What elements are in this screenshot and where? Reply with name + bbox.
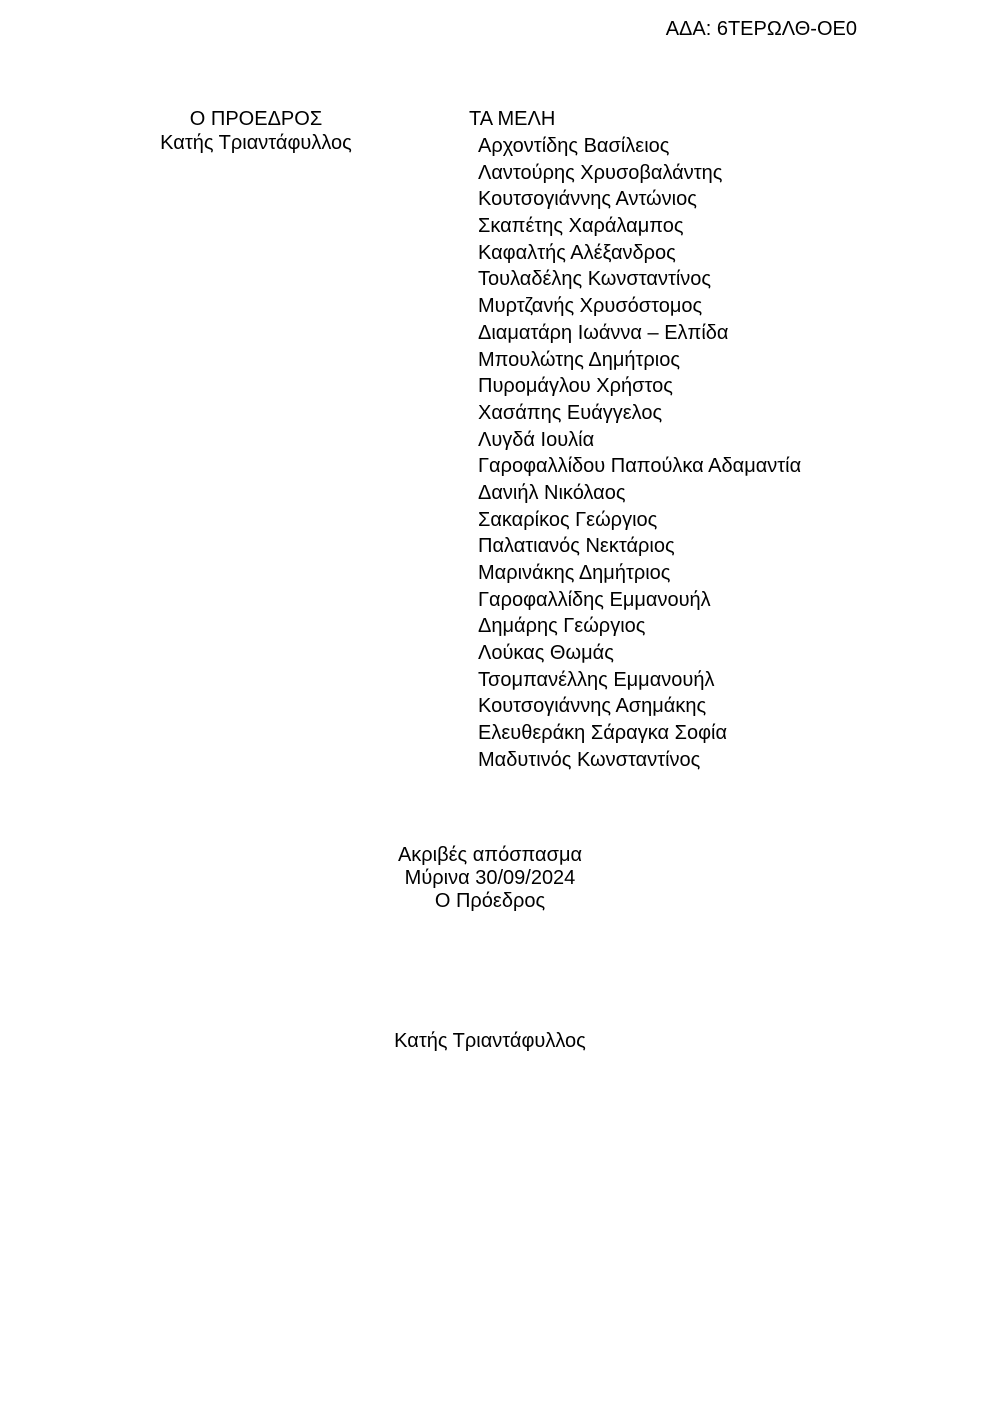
member-item: Κουτσογιάννης Αντώνιος (478, 188, 697, 211)
member-item: Σακαρίκος Γεώργιος (478, 508, 658, 531)
member-item: Ελευθεράκη Σάραγκα Σοφία (478, 722, 728, 745)
president-title: Ο ΠΡΟΕΔΡΟΣ (189, 108, 323, 130)
president-name: Κατής Τριαντάφυλλος (160, 132, 352, 154)
member-item: Γαροφαλλίδου Παπούλκα Αδαμαντία (478, 455, 802, 478)
member-item: Μαρινάκης Δημήτριος (478, 562, 671, 584)
member-item: Λούκας Θωμάς (478, 642, 614, 665)
signatory-title: Ο Πρόεδρος (434, 890, 546, 912)
member-item: Διαματάρη Ιωάννα – Ελπίδα (478, 321, 729, 344)
member-item: Αρχοντίδης Βασίλειος (478, 135, 670, 157)
member-item: Κουτσογιάννης Ασημάκης (478, 695, 707, 718)
member-item: Μαδυτινός Κωνσταντίνος (478, 748, 701, 771)
place-date: Μύρινα 30/09/2024 (404, 867, 576, 889)
member-item: Τουλαδέλης Κωνσταντίνος (478, 268, 712, 291)
member-item: Δημάρης Γεώργιος (478, 615, 646, 638)
excerpt-label: Ακριβές απόσπασμα (397, 844, 583, 866)
member-item: Μπουλώτης Δημήτριος (478, 348, 680, 371)
president-block (156, 107, 356, 155)
member-item: Λυγδά Ιουλία (478, 428, 595, 451)
member-item: Τσομπανέλλης Εμμανουήλ (478, 668, 715, 691)
ada-code: ΑΔΑ: 6ΤΕΡΩΛΘ-ΟΕ0 (665, 18, 857, 40)
member-item: Καφαλτής Αλέξανδρος (478, 241, 676, 264)
member-item: Σκαπέτης Χαράλαμπος (478, 215, 684, 238)
member-item: Χασάπης Ευάγγελος (478, 401, 663, 424)
member-item: Παλατιανός Νεκτάριος (478, 535, 675, 558)
member-item: Λαντούρης Χρυσοβαλάντης (478, 161, 723, 184)
member-item: Γαροφαλλίδης Εμμανουήλ (478, 588, 711, 611)
members-list (478, 133, 801, 774)
members-title: ΤΑ ΜΕΛΗ (469, 108, 556, 130)
excerpt-block (340, 844, 640, 913)
member-item: Δανιήλ Νικόλαος (478, 481, 626, 504)
signatory-name: Κατής Τριαντάφυλλος (394, 1030, 586, 1052)
member-item: Μυρτζανής Χρυσόστομος (478, 295, 703, 318)
member-item: Πυρομάγλου Χρήστος (478, 375, 673, 398)
